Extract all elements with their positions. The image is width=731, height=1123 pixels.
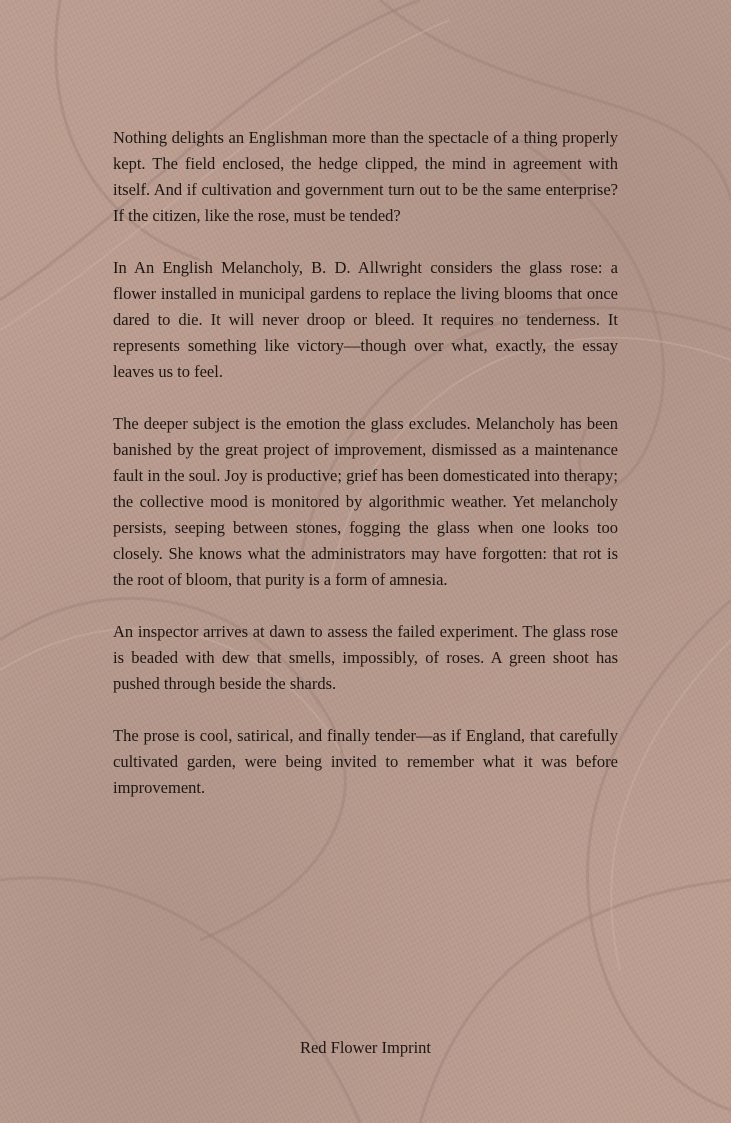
blurb-paragraph: The deeper subject is the emotion the glass excludes. Melancholy has been banished by the great project of improvement, dismissed as a maintenance fault in the soul. Joy is productive; grief has been domesticated into therapy; the collective mood is monitored by algorithmic weather. Yet melancholy persists, seeping between stones, fogging the glass when one looks too closely. She knows what the administrators may have forgotten: that rot is the root of bloom, that purity is a form of amnesia. xyxy=(113,414,618,589)
blurb-paragraph: The prose is cool, satirical, and finally tender—as if England, that carefully cultivated garden, were being invited to remember what it was before improvement. xyxy=(113,726,618,797)
blurb-paragraph: An inspector arrives at dawn to assess the failed experiment. The glass rose is beaded with dew that smells, impossibly, of roses. A green shoot has pushed through beside the shards. xyxy=(113,622,618,693)
back-cover-blurb xyxy=(113,125,618,827)
blurb-paragraph: Nothing delights an Englishman more than the spectacle of a thing properly kept. The field enclosed, the hedge clipped, the mind in agreement with itself. And if cultivation and government turn out to be the same enterprise? If the citizen, like the rose, must be tended? xyxy=(113,128,618,225)
blurb-paragraph: In An English Melancholy, B. D. Allwright considers the glass rose: a flower installed in municipal gardens to replace the living blooms that once dared to die. It will never droop or bleed. It requires no tenderness. It represents something like victory—though over what, exactly, the essay leaves us to feel. xyxy=(113,258,618,381)
publisher-imprint: Red Flower Imprint xyxy=(299,1038,432,1057)
